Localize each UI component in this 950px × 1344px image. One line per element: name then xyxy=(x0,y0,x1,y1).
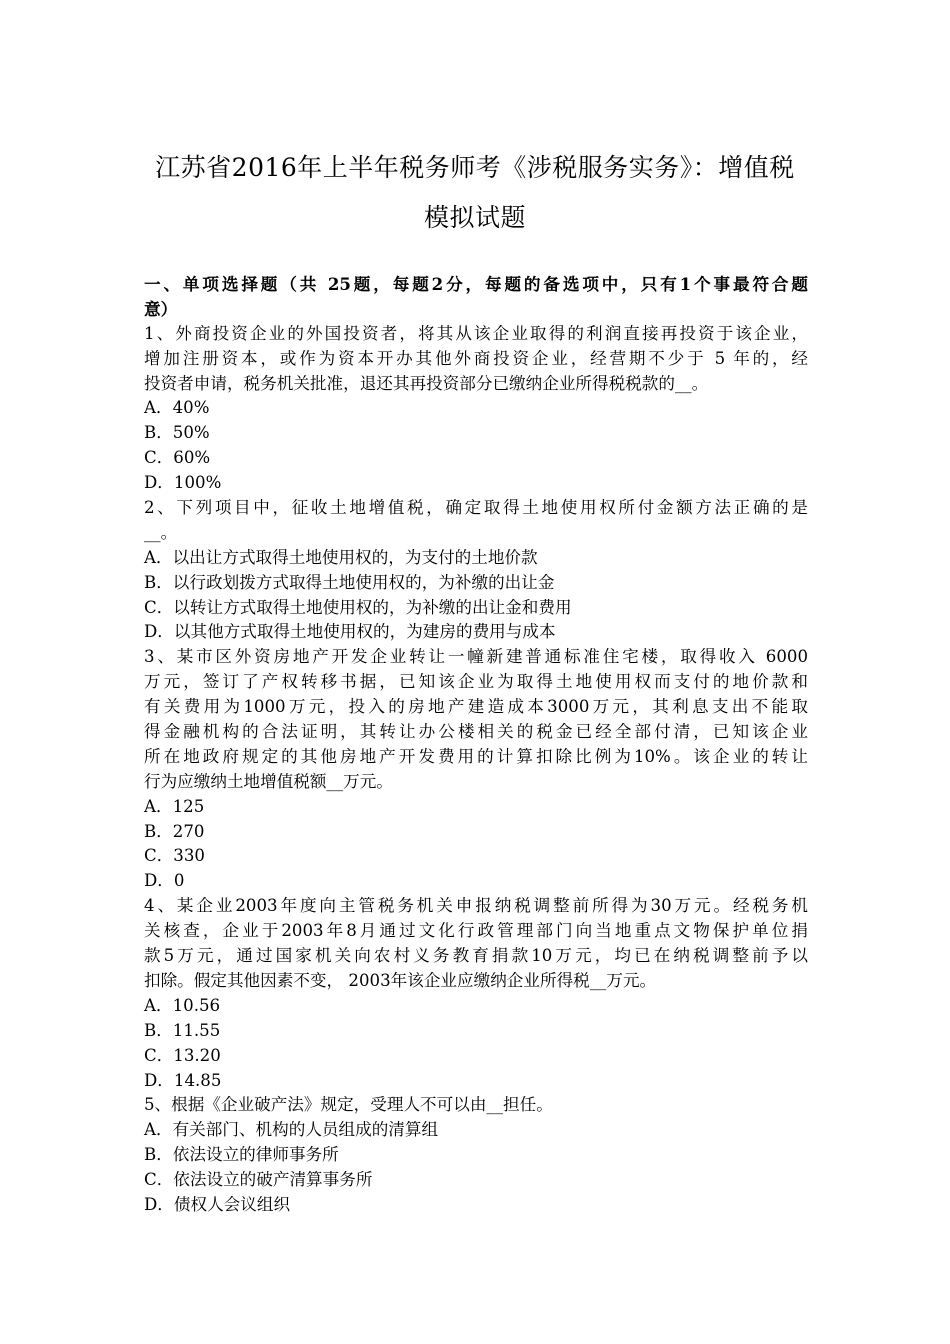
question-3 xyxy=(144,645,808,894)
option-d: D．14.85 xyxy=(144,1070,222,1090)
question-stem-line: 1、外商投资企业的外国投资者，将其从该企业取得的利润直接再投资于该企业， xyxy=(144,323,808,343)
question-stem-line: __。 xyxy=(144,522,178,542)
option-c: C．依法设立的破产清算事务所 xyxy=(144,1170,373,1190)
question-stem-line: 万元，签订了产权转移书据，已知该企业为取得土地使用权而支付的地价款和 xyxy=(144,672,808,692)
option-a: A．125 xyxy=(144,796,205,816)
option-d: D．债权人会议组织 xyxy=(144,1194,291,1214)
question-stem-line: 关核查，企业于2003年8月通过文化行政管理部门向当地重点文物保护单位捐 xyxy=(144,921,808,941)
question-stem-line: 有关费用为1000万元，投入的房地产建造成本3000万元，其利息支出不能取 xyxy=(144,697,808,717)
option-c: C．60% xyxy=(144,448,211,468)
question-stem-line: 2、下列项目中，征收土地增值税，确定取得土地使用权所付金额方法正确的是 xyxy=(144,498,808,518)
document-title-line-2: 模拟试题 xyxy=(423,203,526,232)
question-stem-line: 3、某市区外资房地产开发企业转让一幢新建普通标准住宅楼，取得收入 6000 xyxy=(144,647,808,667)
section-header-line-1: 一、单项选择题（共 25题，每题2分，每题的备选项中，只有1个事最符合题 xyxy=(144,274,808,294)
option-d: D．0 xyxy=(144,871,185,891)
option-b: B．11.55 xyxy=(144,1020,221,1040)
option-a: A．10.56 xyxy=(144,995,221,1015)
question-stem-line: 扣除。假定其他因素不变， 2003年该企业应缴纳企业所得税__万元。 xyxy=(144,970,657,990)
question-stem-line: 投资者申请，税务机关批准，退还其再投资部分已缴纳企业所得税税款的__。 xyxy=(144,373,709,393)
option-a: A．有关部门、机构的人员组成的清算组 xyxy=(144,1120,439,1140)
question-stem-line: 增加注册资本，或作为资本开办其他外商投资企业，经营期不少于 5 年的，经 xyxy=(144,348,808,368)
option-a: A．40% xyxy=(144,398,210,418)
option-a: A．以出让方式取得土地使用权的，为支付的土地价款 xyxy=(144,547,538,567)
question-stem-line: 得金融机构的合法证明，其转让办公楼相关的税金已经全部付清，已知该企业 xyxy=(144,722,808,742)
question-stem-line: 所在地政府规定的其他房地产开发费用的计算扣除比例为10%。该企业的转让 xyxy=(144,746,808,766)
option-b: B．50% xyxy=(144,423,210,443)
question-5 xyxy=(144,1093,808,1217)
section-header-line-2: 意） xyxy=(144,298,178,319)
document-title-line-1: 江苏省2016年上半年税务师考《涉税服务实务》：增值税 xyxy=(155,153,795,182)
question-4 xyxy=(144,894,808,1093)
document-body xyxy=(144,272,808,1218)
question-2 xyxy=(144,496,808,645)
option-d: D．100% xyxy=(144,473,222,493)
question-stem-line: 款5万元，通过国家机关向农村义务教育捐款10万元，均已在纳税调整前予以 xyxy=(144,946,808,966)
question-stem-line: 行为应缴纳土地增值税额__万元。 xyxy=(144,771,393,791)
option-d: D．以其他方式取得土地使用权的，为建房的费用与成本 xyxy=(144,622,556,642)
option-b: B．270 xyxy=(144,821,205,841)
option-c: C．以转让方式取得土地使用权的，为补缴的出让金和费用 xyxy=(144,597,572,617)
question-1 xyxy=(144,322,808,496)
question-stem-line: 4、某企业2003年度向主管税务机关申报纳税调整前所得为30万元。经税务机 xyxy=(144,896,808,916)
option-b: B．依法设立的律师事务所 xyxy=(144,1145,339,1165)
option-c: C．13.20 xyxy=(144,1045,221,1065)
question-stem-line: 5、根据《企业破产法》规定，受理人不可以由__担任。 xyxy=(144,1095,553,1115)
option-c: C．330 xyxy=(144,846,205,866)
option-b: B．以行政划拨方式取得土地使用权的，为补缴的出让金 xyxy=(144,572,555,592)
